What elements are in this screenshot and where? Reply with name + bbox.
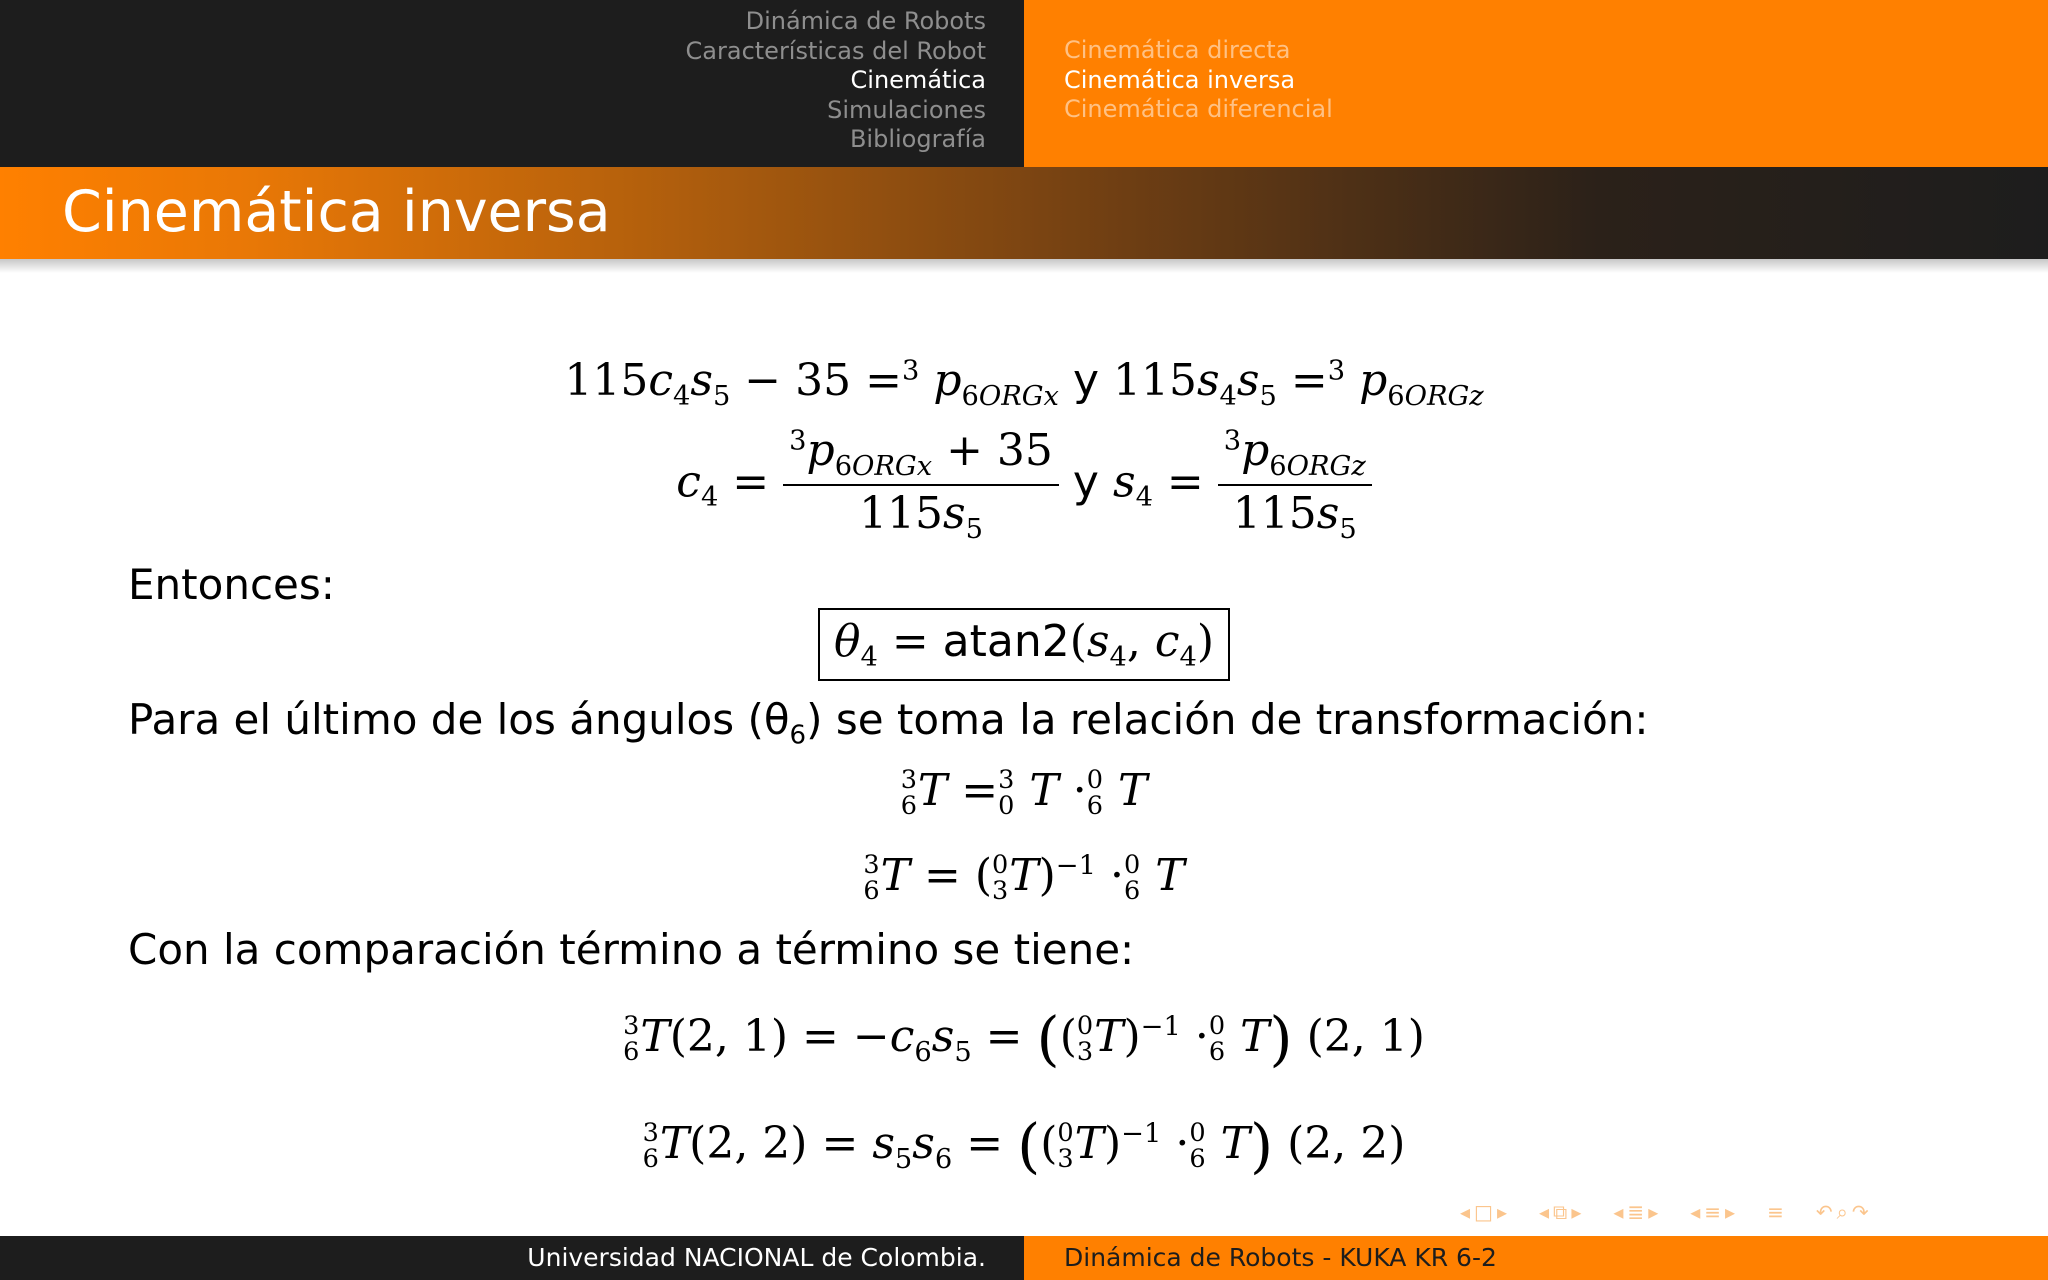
word-y-2: y	[1072, 456, 1099, 508]
nav-section-bibliografia[interactable]: Bibliografía	[849, 125, 986, 153]
document-icon[interactable]: ≡	[1704, 1200, 1722, 1224]
text-entonces: Entonces:	[128, 560, 335, 609]
title-bar	[0, 167, 2048, 259]
equation-2: $c_4$ = $\frac{^3p_{6ORGx} + 35}{115s_5}$ y $s_4$ = $\frac{^3p_{6ORGz}}{115s_5}$	[0, 425, 2048, 545]
nav-subsection-inversa[interactable]: Cinemática inversa	[1064, 65, 1296, 94]
footer-course: Dinámica de Robots - KUKA KR 6-2	[1064, 1243, 1497, 1272]
equation-T1: 3 6 T = 3 0 T · 0 6 T	[900, 764, 1148, 821]
section-nav	[0, 0, 1024, 167]
document-icon[interactable]: ≡	[1767, 1200, 1784, 1224]
equation-theta4: $\theta_4 = atan2(s_4$, $c_4$)	[0, 608, 2048, 681]
equation-T22: 3 6 T(2, $2) = s_5s_6$ = (( 0 3 T)$^{-1}$ · 0 6 T) (2, 2)	[642, 1112, 1406, 1181]
nav-next-arrow-icon[interactable]: ▸	[1571, 1200, 1582, 1224]
beamer-navigation	[1460, 1198, 1891, 1226]
nav-prev-arrow-icon[interactable]: ◂	[1613, 1200, 1624, 1224]
frame-icon[interactable]: □	[1474, 1200, 1493, 1224]
nav-section-simulaciones[interactable]: Simulaciones	[827, 95, 986, 124]
equation-T21: 3 6 T(2, $1) = -c_6s_5$ = (( 0 3 T)$^{-1}$ · 0 6 T) (2, 1)	[623, 1005, 1425, 1074]
nav-next-arrow-icon[interactable]: ▸	[1725, 1200, 1736, 1224]
subsection-nav	[1024, 0, 2048, 167]
text-para-sub: 6	[789, 720, 807, 751]
nav-section-dinamica[interactable]: Dinámica de Robots	[745, 7, 986, 35]
nav-prev-arrow-icon[interactable]: ◂	[1690, 1200, 1701, 1224]
title-shadow	[0, 259, 2048, 273]
atan2-label: atan2	[942, 616, 1070, 667]
nav-subsection-directa[interactable]: Cinemática directa	[1064, 36, 1291, 64]
footer-course-bar	[1024, 1236, 2048, 1280]
subsection-icon[interactable]: ⧉	[1553, 1200, 1568, 1224]
forward-icon[interactable]: ↷	[1851, 1200, 1869, 1224]
text-para-end: ) se toma la relación de transformación:	[806, 695, 1649, 744]
nav-section-cinematica[interactable]: Cinemática	[850, 66, 986, 94]
section-icon[interactable]: ≣	[1627, 1200, 1645, 1224]
back-icon[interactable]: ↶	[1815, 1200, 1833, 1224]
search-icon[interactable]: ⌕	[1836, 1200, 1848, 1224]
nav-prev-arrow-icon[interactable]: ◂	[1539, 1200, 1550, 1224]
slide-title: Cinemática inversa	[62, 179, 611, 245]
nav-prev-arrow-icon[interactable]: ◂	[1460, 1200, 1471, 1224]
nav-subsection-diferencial[interactable]: Cinemática diferencial	[1064, 95, 1333, 123]
text-para	[128, 695, 1649, 750]
word-y: y	[1072, 355, 1099, 406]
text-con: Con la comparación término a término se tiene:	[128, 925, 1135, 974]
nav-next-arrow-icon[interactable]: ▸	[1648, 1200, 1659, 1224]
nav-section-caracteristicas[interactable]: Características del Robot	[685, 36, 986, 65]
footer-institution: Universidad NACIONAL de Colombia.	[527, 1243, 986, 1272]
equation-T2: 3 6 T = ( 0 3 T)$^{-1}$ · 0 6 T	[863, 849, 1185, 906]
equation-1: $115c_4s_5 - 35 =^3$ $p_{6ORGx}$ y $115s_4s_5 =^3$ $p_{6ORGz}$	[564, 355, 1484, 412]
text-para-start: Para el último de los ángulos (θ	[128, 695, 790, 744]
nav-next-arrow-icon[interactable]: ▸	[1496, 1200, 1507, 1224]
footer-institution-bar	[0, 1236, 1024, 1280]
